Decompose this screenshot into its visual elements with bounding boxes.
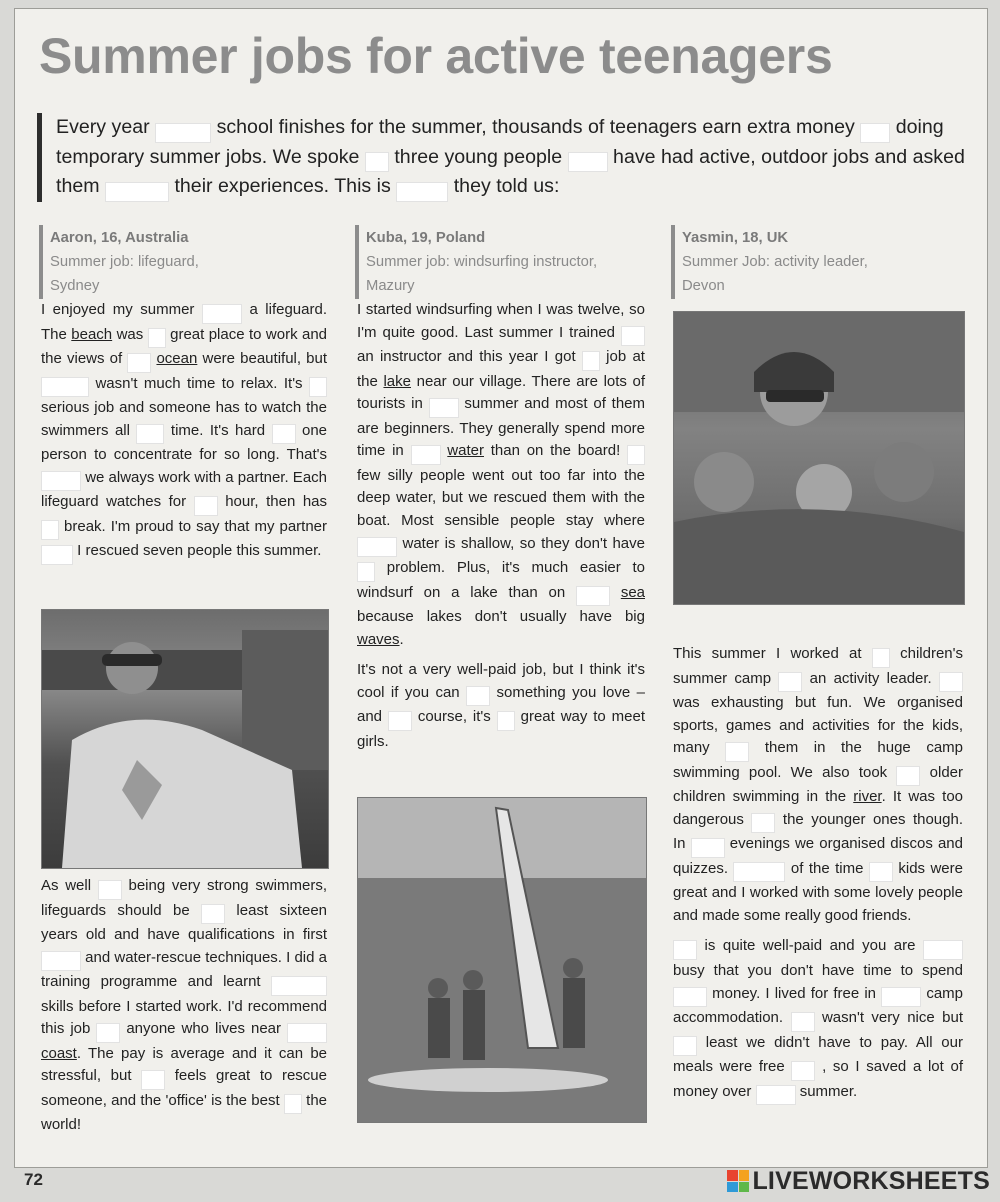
text: busy that you don't have time to spend: [673, 961, 963, 979]
logo-icon: [727, 1170, 749, 1192]
blank-input[interactable]: [41, 471, 81, 491]
text: being very strong swimmers, lifeguards should be: [41, 877, 328, 919]
blank-input[interactable]: [96, 1023, 120, 1043]
blank-input[interactable]: [411, 445, 441, 465]
blank-input[interactable]: [582, 351, 600, 371]
text: summer.: [799, 1082, 858, 1100]
intro-text: three young people: [394, 145, 563, 168]
text: near our village. There are lots of tourists in: [357, 372, 646, 413]
blank-input[interactable]: [860, 123, 890, 143]
text: problem. Plus, it's much easier to windsurf on a lake than on: [357, 559, 645, 601]
column-kuba: [357, 225, 645, 753]
text: great place to work and the views of: [41, 325, 328, 367]
blank-input[interactable]: [136, 424, 164, 444]
blank-input[interactable]: [791, 1061, 815, 1081]
text: wasn't very nice but: [821, 1009, 963, 1027]
blank-input[interactable]: [41, 545, 73, 565]
text: anyone who lives near: [126, 1020, 282, 1038]
text: It's not a very well-paid job, but I think it's cool if you can: [357, 661, 645, 701]
text: was: [116, 325, 144, 343]
blank-input[interactable]: [41, 520, 59, 540]
text: and water-rescue techniques. I did a training programme and learnt: [41, 948, 327, 991]
blank-input[interactable]: [127, 353, 151, 373]
article-text-continued: [41, 875, 327, 1137]
profile-name: Aaron, 16, Australia: [50, 230, 189, 246]
text: them in the huge camp swimming pool. We also took: [673, 739, 964, 781]
profile-place: Mazury: [366, 278, 415, 294]
intro-text: they told us:: [453, 175, 560, 197]
text: older children swimming in the: [673, 763, 964, 806]
blank-input[interactable]: [194, 496, 218, 516]
article-text: [357, 299, 645, 753]
text: an instructor and this year I got: [357, 348, 576, 366]
text: water is shallow, so they don't have: [402, 534, 645, 552]
text: we always work with a partner. Each lifeguard watches for: [41, 468, 328, 511]
blank-input[interactable]: [881, 987, 921, 1007]
profile-header: [671, 225, 963, 299]
text: because lakes don't usually have big: [357, 608, 645, 626]
windsurfing-illustration: [358, 798, 646, 1122]
blank-input[interactable]: [923, 940, 963, 960]
blank-input[interactable]: [621, 326, 645, 346]
profile-job: Summer job: windsurfing instructor,: [366, 254, 598, 270]
text: As well: [41, 877, 92, 894]
intro-paragraph: [37, 113, 986, 202]
lifeguard-illustration: [42, 610, 328, 868]
profile-place: Sydney: [50, 278, 100, 294]
text: . The pay is average and it can be stressful, but: [41, 1044, 327, 1085]
text: evenings we organised discos and quizzes.: [673, 835, 963, 877]
profile-name: Kuba, 19, Poland: [366, 230, 486, 246]
activity-leader-photo: [673, 311, 965, 605]
blank-input[interactable]: [778, 672, 802, 692]
intro-text: doing temporary summer jobs. We spoke: [56, 116, 944, 168]
profile-name: Yasmin, 18, UK: [682, 230, 789, 246]
text: break. I'm proud to say that my partner: [64, 517, 327, 535]
liveworksheets-logo: [727, 1166, 990, 1196]
text: water: [447, 442, 484, 460]
blank-input[interactable]: [41, 377, 89, 397]
text: the world!: [41, 1091, 328, 1134]
text: ocean: [156, 350, 198, 367]
profile-job: Summer Job: activity leader,: [682, 254, 868, 270]
text: one person to concentrate for so long. That's: [41, 421, 328, 464]
column-yasmin: [673, 225, 963, 299]
blank-input[interactable]: [872, 648, 890, 668]
text: money. I lived for free in: [712, 984, 877, 1002]
text: is quite well-paid and you are: [704, 937, 916, 955]
text: river: [853, 788, 882, 806]
text: kids were great and I worked with some lovely people and made some really good friends.: [673, 859, 963, 924]
blank-input[interactable]: [733, 862, 785, 882]
text: beach: [71, 325, 113, 343]
blank-input[interactable]: [896, 766, 920, 786]
text: least sixteen years old and have qualifications in first: [41, 901, 328, 943]
blank-input[interactable]: [673, 987, 707, 1007]
blank-input[interactable]: [284, 1094, 302, 1114]
text: hour, then has: [225, 493, 328, 511]
text: feels great to rescue someone, and the 'office' is the best: [41, 1067, 327, 1109]
text: wasn't much time to relax. It's: [95, 374, 303, 392]
text: were beautiful, but: [202, 350, 328, 367]
blank-input[interactable]: [568, 152, 608, 172]
text: great way to meet girls.: [357, 708, 646, 750]
blank-input[interactable]: [627, 445, 645, 465]
page-number: 72: [24, 1170, 43, 1189]
blank-input[interactable]: [357, 537, 397, 557]
text: This summer I worked at: [673, 645, 862, 662]
column-aaron: [41, 225, 327, 565]
blank-input[interactable]: [751, 813, 775, 833]
blank-input[interactable]: [429, 398, 459, 418]
text: , so I saved a lot of money over: [673, 1058, 963, 1100]
intro-text: have had active, outdoor jobs and asked them: [56, 145, 965, 197]
text: few silly people went out too far into the deep water, but we rescued them with the boat. Most sensible people stay where: [357, 466, 645, 529]
text: an activity leader.: [809, 669, 932, 687]
blank-input[interactable]: [673, 1036, 697, 1056]
text: course, it's: [417, 708, 491, 726]
article-text: [673, 643, 963, 1105]
blank-input[interactable]: [576, 586, 610, 606]
blank-input[interactable]: [357, 562, 375, 582]
blank-input[interactable]: [791, 1012, 815, 1032]
blank-input[interactable]: [309, 377, 327, 397]
blank-input[interactable]: [497, 711, 515, 731]
blank-input[interactable]: [869, 862, 893, 882]
windsurfing-photo: [357, 797, 647, 1123]
text: children's summer camp: [673, 645, 964, 687]
blank-input[interactable]: [155, 123, 211, 143]
blank-input[interactable]: [271, 976, 327, 996]
blank-input[interactable]: [202, 304, 242, 324]
blank-input[interactable]: [41, 951, 81, 971]
profile-place: Devon: [682, 278, 725, 294]
text: camp accommodation.: [673, 984, 964, 1027]
camp-illustration: [674, 312, 964, 604]
profile-job: Summer job: lifeguard,: [50, 254, 199, 270]
blank-input[interactable]: [388, 711, 412, 731]
intro-text: school finishes for the summer, thousands of teenagers earn extra money: [216, 116, 855, 138]
blank-input[interactable]: [673, 940, 697, 960]
text: time. It's hard: [170, 421, 266, 439]
text: something you love – and: [357, 683, 645, 726]
text: coast: [41, 1044, 77, 1062]
page-title: Summer jobs for active teenagers: [39, 28, 833, 84]
blank-input[interactable]: [201, 904, 225, 924]
text: a lifeguard. The: [41, 301, 327, 343]
blank-input[interactable]: [756, 1085, 796, 1105]
text: was exhausting but fun. We organised sports, games and activities for the kids, many: [673, 694, 963, 757]
blank-input[interactable]: [725, 742, 749, 762]
article-text: [41, 299, 327, 565]
blank-input[interactable]: [141, 1070, 165, 1090]
lifeguard-photo: [41, 609, 329, 869]
blank-input[interactable]: [105, 182, 169, 202]
text: of the time: [790, 859, 864, 877]
text: . It was too dangerous: [673, 788, 963, 828]
blank-input[interactable]: [287, 1023, 327, 1043]
blank-input[interactable]: [939, 672, 963, 692]
text: I enjoyed my summer: [41, 301, 195, 318]
blank-input[interactable]: [691, 838, 725, 858]
worksheet-page: [14, 8, 988, 1168]
intro-text: Every year: [56, 116, 150, 138]
logo-text: LIVEWORKSHEETS: [752, 1166, 990, 1195]
text: summer and most of them are beginners. They generally spend more time in: [357, 395, 645, 460]
text: .: [399, 630, 404, 648]
text: skills before I started work. I'd recommend this job: [41, 997, 327, 1038]
text: waves: [357, 630, 400, 648]
text: serious job and someone has to watch the swimmers all: [41, 399, 327, 439]
text: sea: [620, 583, 645, 601]
text: job at the: [357, 348, 645, 390]
blank-input[interactable]: [396, 182, 448, 202]
text: I started windsurfing when I was twelve, so I'm quite good. Last summer I trained: [357, 301, 645, 341]
text: least we didn't have to pay. All our meals were free: [673, 1033, 963, 1076]
intro-text: their experiences. This is: [174, 175, 391, 197]
profile-header: [39, 225, 327, 299]
text: the younger ones though. In: [673, 810, 964, 853]
blank-input[interactable]: [148, 328, 166, 348]
blank-input[interactable]: [272, 424, 296, 444]
blank-input[interactable]: [98, 880, 122, 900]
text: lake: [383, 372, 411, 390]
blank-input[interactable]: [466, 686, 490, 706]
text: than on the board!: [490, 442, 621, 460]
profile-header: [355, 225, 645, 299]
text: I rescued seven people this summer.: [77, 542, 322, 560]
blank-input[interactable]: [365, 152, 389, 172]
